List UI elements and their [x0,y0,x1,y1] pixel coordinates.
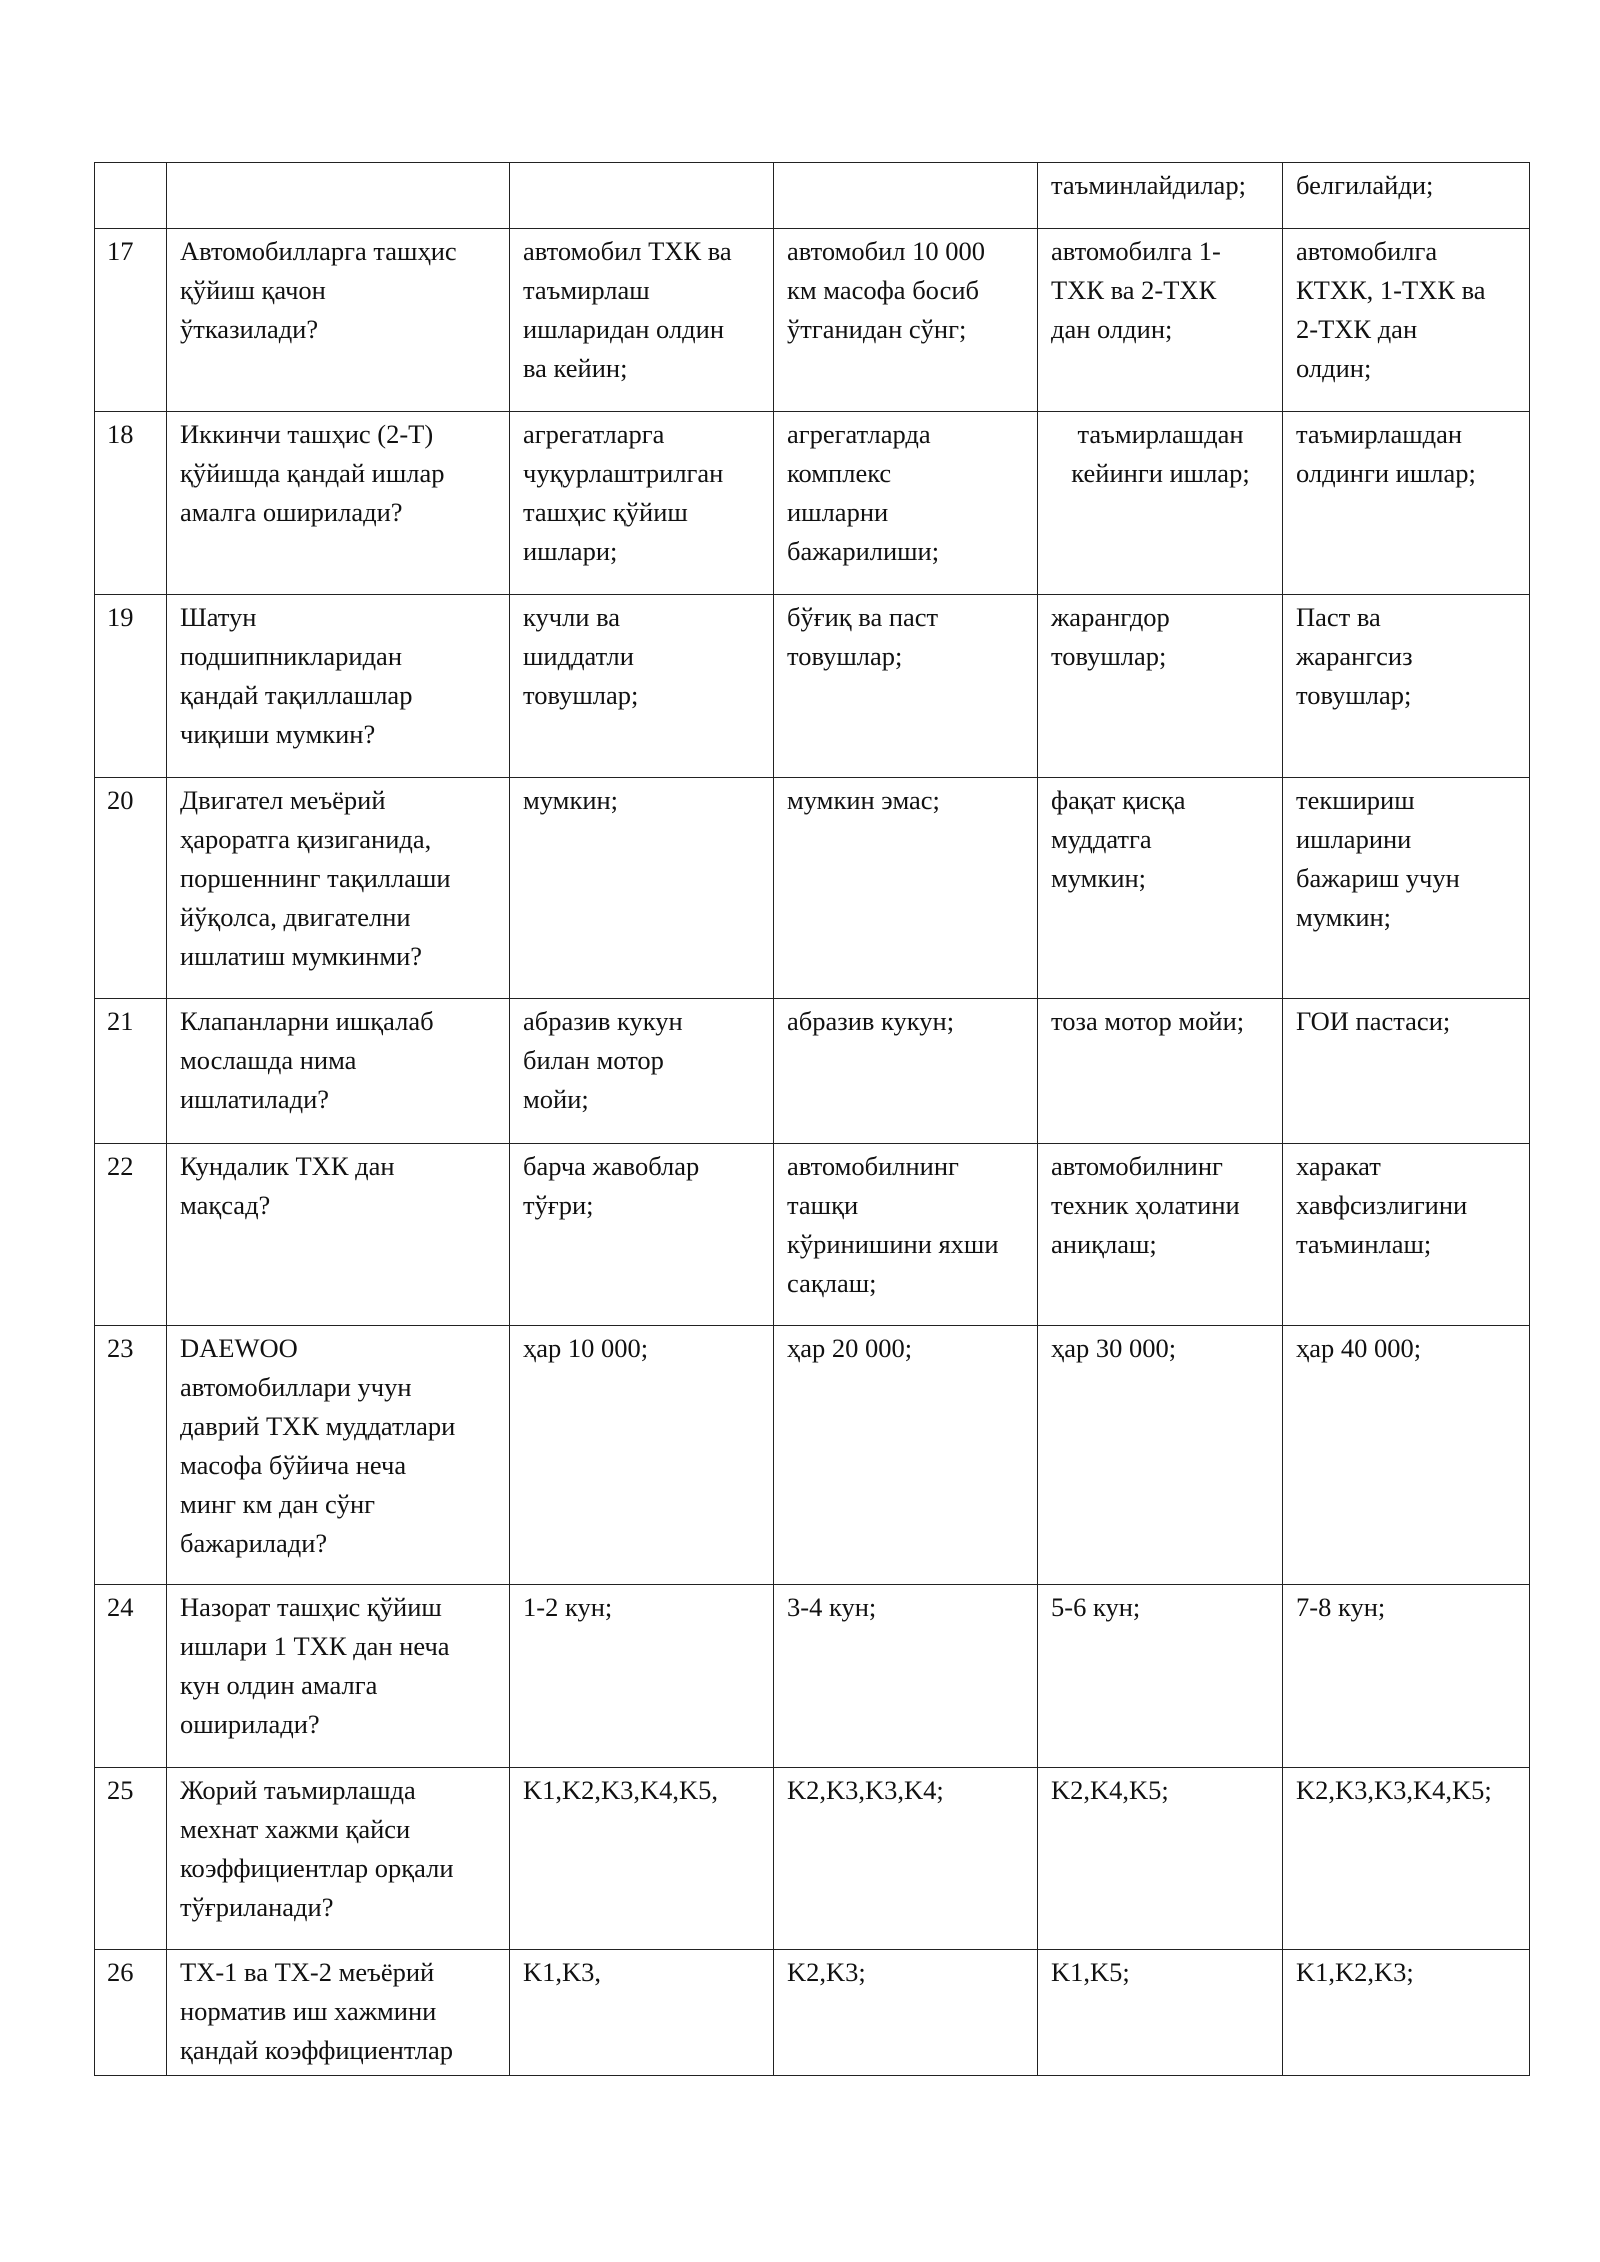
answer-b: автомобил 10 000 км масофа босиб ўтганидан сўнг; [774,229,1038,412]
answer-c: таъмирлашдан кейинги ишлар; [1038,412,1283,595]
answer-c: 5-6 кун; [1038,1585,1283,1768]
answer-c: таъминлайдилар; [1038,163,1283,229]
table-row [95,1950,1530,2076]
answer-c: K1,K5; [1038,1950,1283,2076]
question-text: ТХ-1 ва ТХ-2 меъёрий норматив иш хажмини қандай коэффициентлар [167,1950,510,2076]
answer-d: ҳар 40 000; [1283,1326,1530,1585]
answer-b: абразив кукун; [774,999,1038,1144]
question-number: 19 [95,595,167,778]
answer-d: автомобилга КТХК, 1-ТХК ва 2-ТХК дан олдин; [1283,229,1530,412]
table-row [95,778,1530,999]
answer-d: Паст ва жарангсиз товушлар; [1283,595,1530,778]
question-text: Шатун подшипникларидан қандай тақиллашлар чиқиши мумкин? [167,595,510,778]
question-number: 21 [95,999,167,1144]
answer-b [774,163,1038,229]
answer-d: харакат хавфсизлигини таъминлаш; [1283,1144,1530,1326]
question-number: 20 [95,778,167,999]
answer-b: K2,K3,K3,K4; [774,1768,1038,1950]
table-row [95,412,1530,595]
answer-c: тоза мотор мойи; [1038,999,1283,1144]
question-number: 24 [95,1585,167,1768]
answer-d: таъмирлашдан олдинги ишлар; [1283,412,1530,595]
table-row [95,595,1530,778]
answer-a: агрегатларга чуқурлаштрилган ташҳис қўйиш ишлари; [510,412,774,595]
question-number: 17 [95,229,167,412]
quiz-table [94,162,1530,2076]
table-row [95,229,1530,412]
answer-a: ҳар 10 000; [510,1326,774,1585]
question-text: Двигател меъёрий ҳароратга қизиганида, поршеннинг тақиллаши йўқолса, двигателни ишлатиш мумкинми? [167,778,510,999]
answer-c: жарангдор товушлар; [1038,595,1283,778]
answer-a: K1,K2,K3,K4,K5, [510,1768,774,1950]
question-text: Автомобилларга ташҳис қўйиш қачон ўтказилади? [167,229,510,412]
question-text: Клапанларни ишқалаб мослашда нима ишлатилади? [167,999,510,1144]
answer-a: кучли ва шиддатли товушлар; [510,595,774,778]
table-row [95,1585,1530,1768]
answer-a: абразив кукун билан мотор мойи; [510,999,774,1144]
answer-d: белгилайди; [1283,163,1530,229]
question-text: Иккинчи ташҳис (2-Т) қўйишда қандай ишлар амалга оширилади? [167,412,510,595]
answer-d: K1,K2,K3; [1283,1950,1530,2076]
answer-b: ҳар 20 000; [774,1326,1038,1585]
question-text: Кундалик ТХК дан мақсад? [167,1144,510,1326]
question-text: DAEWOO автомобиллари учун даврий ТХК муддатлари масофа бўйича неча минг км дан сўнг бажарилади? [167,1326,510,1585]
answer-c: ҳар 30 000; [1038,1326,1283,1585]
answer-b: мумкин эмас; [774,778,1038,999]
answer-a: 1-2 кун; [510,1585,774,1768]
answer-c: автомобилнинг техник ҳолатини аниқлаш; [1038,1144,1283,1326]
answer-d: ГОИ пастаси; [1283,999,1530,1144]
question-number [95,163,167,229]
answer-c: фақат қисқа муддатга мумкин; [1038,778,1283,999]
question-text: Назорат ташҳис қўйиш ишлари 1 ТХК дан неча кун олдин амалга оширилади? [167,1585,510,1768]
answer-d: текшириш ишларини бажариш учун мумкин; [1283,778,1530,999]
answer-a [510,163,774,229]
answer-b: K2,K3; [774,1950,1038,2076]
question-text [167,163,510,229]
answer-d: K2,K3,K3,K4,K5; [1283,1768,1530,1950]
table-row [95,1144,1530,1326]
table-row [95,1326,1530,1585]
answer-b: автомобилнинг ташқи кўринишини яхши сақлаш; [774,1144,1038,1326]
table-row [95,163,1530,229]
answer-c: K2,K4,K5; [1038,1768,1283,1950]
answer-a: автомобил ТХК ва таъмирлаш ишларидан олдин ва кейин; [510,229,774,412]
answer-c: автомобилга 1- ТХК ва 2-ТХК дан олдин; [1038,229,1283,412]
table-row [95,999,1530,1144]
answer-b: бўғиқ ва паст товушлар; [774,595,1038,778]
question-number: 25 [95,1768,167,1950]
question-number: 18 [95,412,167,595]
question-text: Жорий таъмирлашда мехнат хажми қайси коэффициентлар орқали тўғриланади? [167,1768,510,1950]
table-row [95,1768,1530,1950]
answer-d: 7-8 кун; [1283,1585,1530,1768]
answer-b: 3-4 кун; [774,1585,1038,1768]
question-number: 22 [95,1144,167,1326]
answer-a: барча жавоблар тўғри; [510,1144,774,1326]
answer-b: агрегатларда комплекс ишларни бажарилиши; [774,412,1038,595]
question-number: 23 [95,1326,167,1585]
question-number: 26 [95,1950,167,2076]
answer-a: мумкин; [510,778,774,999]
answer-a: K1,K3, [510,1950,774,2076]
